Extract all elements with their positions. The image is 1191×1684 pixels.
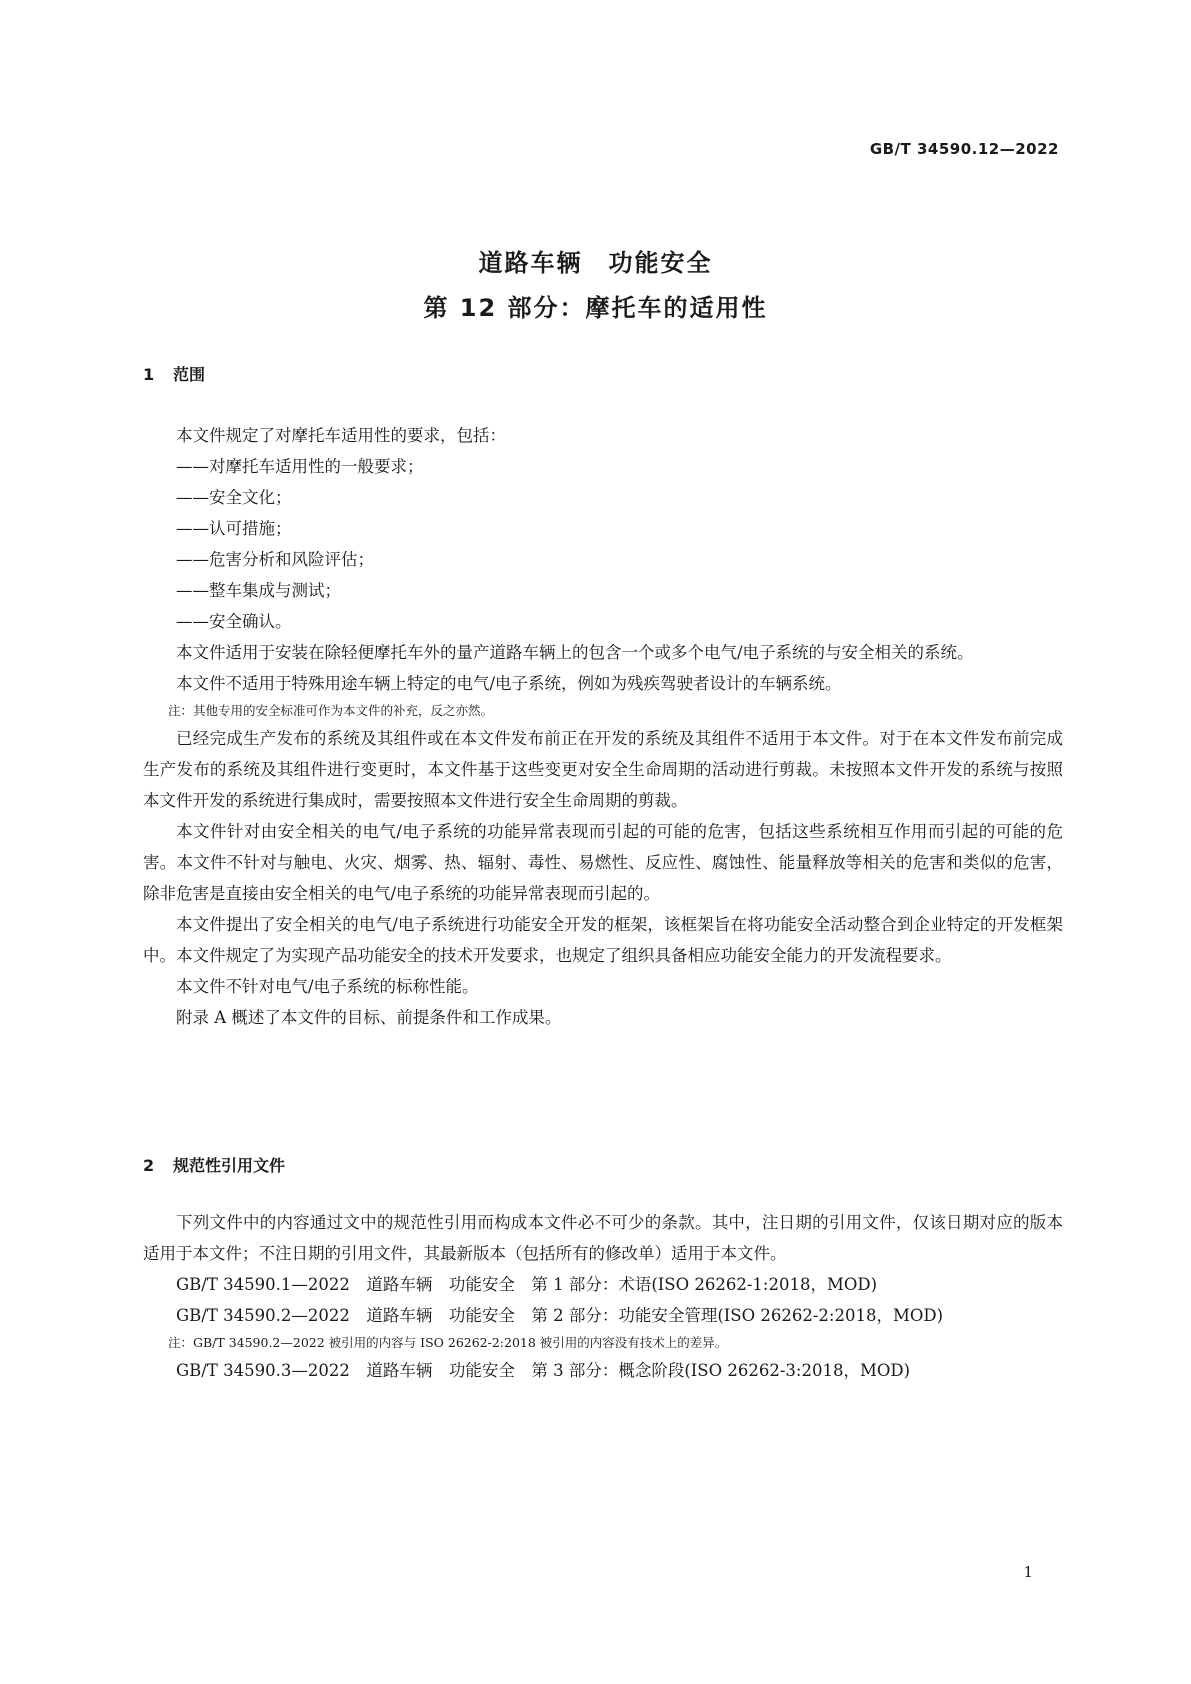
- section-1-body: [143, 420, 1063, 1033]
- reference-entry: GB/T 34590.2—2022 道路车辆 功能安全 第 2 部分：功能安全管理(ISO 26262-2:2018，MOD): [176, 1306, 944, 1325]
- document-title-line2: 第 12 部分：摩托车的适用性: [423, 294, 768, 322]
- reference-entry: GB/T 34590.3—2022 道路车辆 功能安全 第 3 部分：概念阶段(ISO 26262-3:2018，MOD): [176, 1361, 911, 1380]
- list-item: ——认可措施；: [176, 519, 292, 538]
- list-item: ——安全文化；: [176, 488, 292, 507]
- list-item: ——对摩托车适用性的一般要求；: [176, 457, 424, 476]
- paragraph: 本文件规定了对摩托车适用性的要求，包括：: [176, 426, 506, 445]
- list-item: ——危害分析和风险评估；: [176, 550, 374, 569]
- section-number: 2: [143, 1156, 155, 1175]
- paragraph: 下列文件中的内容通过文中的规范性引用而构成本文件必不可少的条款。其中，注日期的引用文件，仅该日期对应的版本适用于本文件；不注日期的引用文件，其最新版本（包括所有的修改单）适用于本文件。: [143, 1213, 1063, 1263]
- section-2-body: [143, 1207, 1063, 1386]
- reference-entry: GB/T 34590.1—2022 道路车辆 功能安全 第 1 部分：术语(ISO 26262-1:2018，MOD): [176, 1275, 878, 1294]
- note: 注：GB/T 34590.2—2022 被引用的内容与 ISO 26262-2:2018 被引用的内容没有技术上的差异。: [168, 1335, 728, 1350]
- paragraph: 本文件提出了安全相关的电气/电子系统进行功能安全开发的框架，该框架旨在将功能安全活动整合到企业特定的开发框架中。本文件规定了为实现产品功能安全的技术开发要求，也规定了组织具备相应功能安全能力的开发流程要求。: [143, 915, 1063, 965]
- section-2-heading: [143, 1153, 285, 1176]
- standard-code: GB/T 34590.12—2022: [869, 140, 1059, 158]
- note: 注：其他专用的安全标准可作为本文件的补充，反之亦然。: [168, 703, 494, 718]
- paragraph: 本文件不适用于特殊用途车辆上特定的电气/电子系统，例如为残疾驾驶者设计的车辆系统。: [176, 674, 842, 693]
- paragraph: 本文件不针对电气/电子系统的标称性能。: [176, 977, 479, 996]
- paragraph: 本文件针对由安全相关的电气/电子系统的功能异常表现而引起的可能的危害，包括这些系统相互作用而引起的可能的危害。本文件不针对与触电、火灾、烟雾、热、辐射、毒性、易燃性、反应性、腐蚀性、能量释放等相关的危害和类似的危害，除非危害是直接由安全相关的电气/电子系统的功能异常表现而引起的。: [143, 822, 1063, 903]
- section-title: 规范性引用文件: [173, 1156, 286, 1175]
- section-title: 范围: [173, 365, 206, 384]
- section-1-heading: [143, 362, 205, 385]
- document-title-line1: 道路车辆 功能安全: [478, 249, 713, 277]
- page-number: 1: [1023, 1563, 1033, 1581]
- paragraph: 已经完成生产发布的系统及其组件或在本文件发布前正在开发的系统及其组件不适用于本文件。对于在本文件发布前完成生产发布的系统及其组件进行变更时，本文件基于这些变更对安全生命周期的活动进行剪裁。未按照本文件开发的系统与按照本文件开发的系统进行集成时，需要按照本文件进行安全生命周期的剪裁。: [143, 729, 1063, 810]
- paragraph: 本文件适用于安装在除轻便摩托车外的量产道路车辆上的包含一个或多个电气/电子系统的与安全相关的系统。: [176, 643, 974, 662]
- list-item: ——整车集成与测试；: [176, 581, 341, 600]
- paragraph: 附录 A 概述了本文件的目标、前提条件和工作成果。: [176, 1008, 562, 1027]
- section-number: 1: [143, 365, 155, 384]
- list-item: ——安全确认。: [176, 612, 292, 631]
